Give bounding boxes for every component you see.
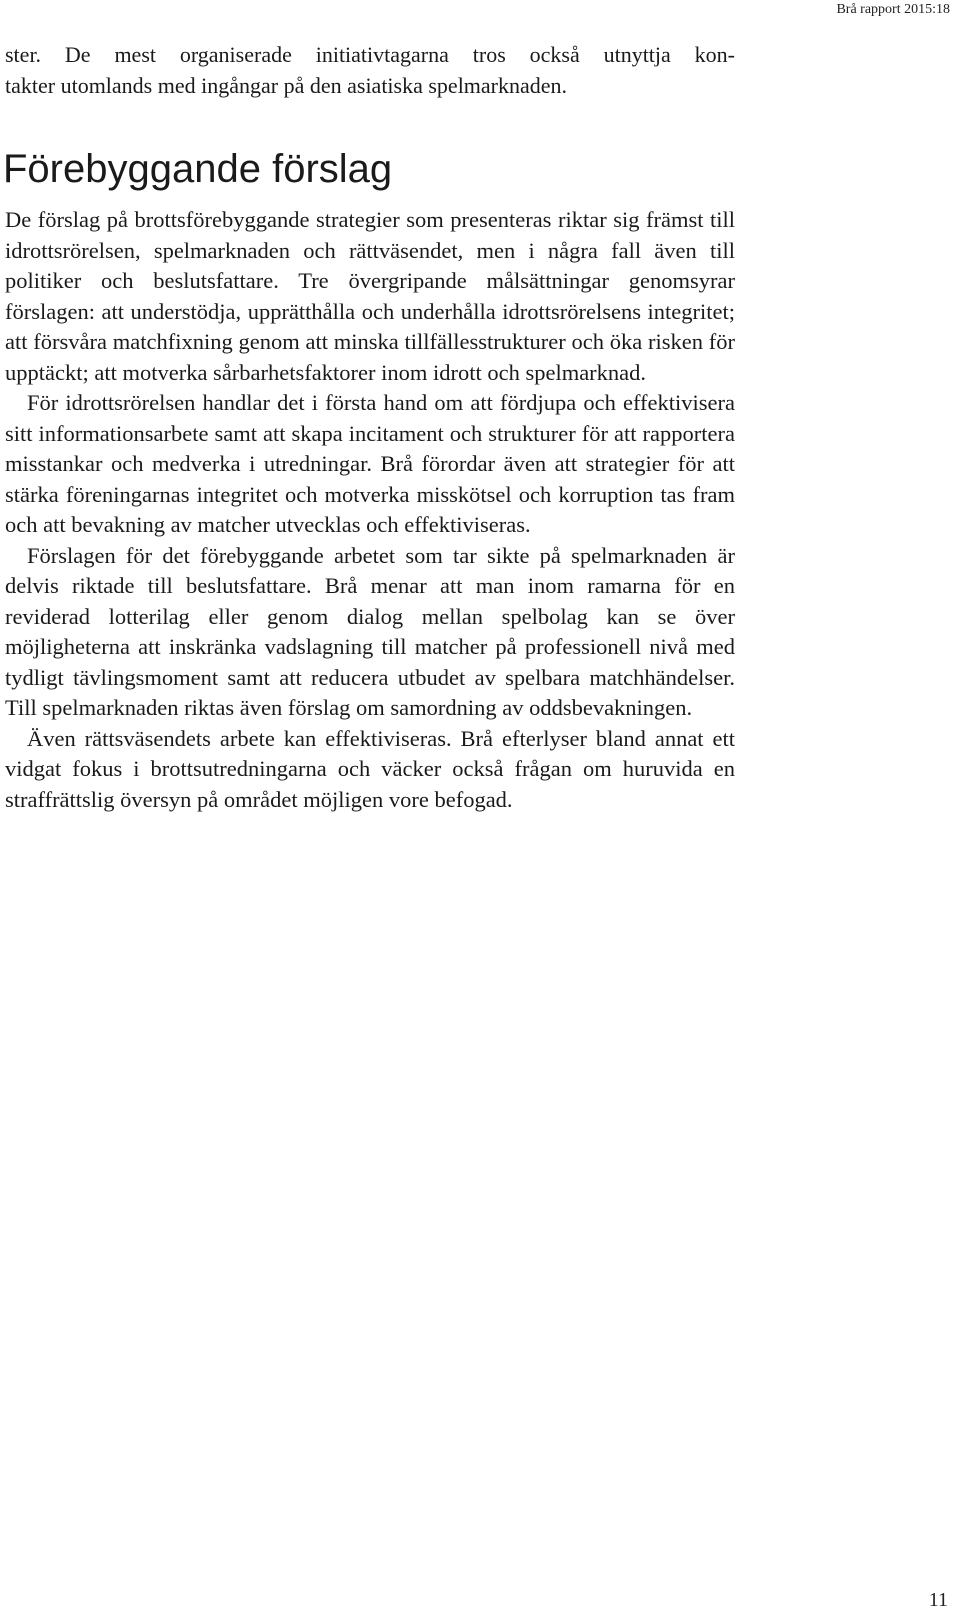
section-body (5, 205, 735, 815)
paragraph-gambling-market: Förslagen för det förebyggande arbetet som tar sikte på spelmarknaden är delvis riktade till beslutsfattare. Brå menar att man inom ramarna för en reviderad lotterilag eller genom dialog mellan spelbolag kan se över möjligheterna att inskränka vadslagning till matcher på professionell nivå med tydligt tävlingsmoment samt att reducera utbudet av spelbara matchhändelser. Till spelmarknaden riktas även förslag om samordning av oddsbevakningen. (5, 542, 735, 720)
page-number: 11 (928, 1589, 948, 1611)
paragraph-sports-movement: För idrottsrörelsen handlar det i första hand om att fördjupa och effektivisera sitt informationsarbete samt att skapa incitament och strukturer för att rapportera misstankar och medverka i utredningar. Brå förordar även att strategier för att stärka föreningarnas integritet och motverka misskötsel och korruption tas fram och att bevakning av matcher utvecklas och effektiviseras. (5, 390, 735, 537)
paragraph-justice-system: Även rättsväsendets arbete kan effektiviseras. Brå efterlyser bland annat ett vidgat fokus i brottsutredningarna och väcker också frågan om huruvida en straffrättslig översyn på området möjligen vore befogad. (5, 725, 735, 812)
paragraph-overview: De förslag på brottsförebyggande strategier som presenteras riktar sig främst till idrottsrörelsen, spelmarknaden och rättväsendet, men i några fall även till politiker och beslutsfattare. Tre övergripande målsättningar genomsyrar förslagen: att understödja, upprätthålla och underhålla idrottsrörelsens integritet; att försvåra matchfixning genom att minska tillfällesstrukturer och öka risken för upptäckt; att motverka sårbarhetsfaktorer inom idrott och spelmarknad. (5, 207, 735, 385)
intro-line: ster. De mest organiserade initiativtagarna tros också utnyttja kon- (5, 42, 735, 67)
section-heading: Förebyggande förslag (3, 147, 393, 191)
intro-paragraph (5, 40, 735, 101)
running-header: Brå rapport 2015:18 (836, 2, 950, 17)
intro-line: takter utomlands med ingångar på den asiatiska spelmarknaden. (5, 72, 568, 98)
